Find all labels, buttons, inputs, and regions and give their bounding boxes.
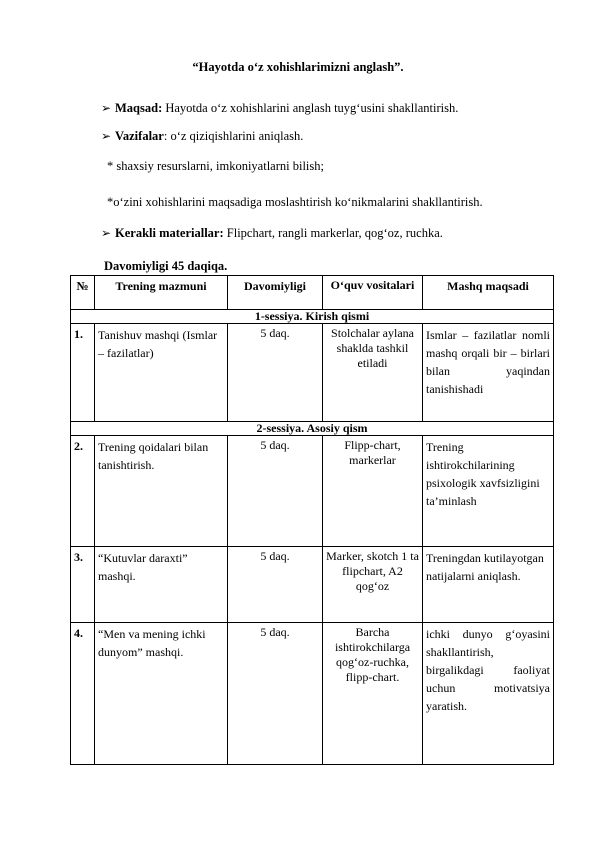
row-goal: Trening ishtirokchilarining psixologik xavfsizligini ta’minlash <box>423 436 554 547</box>
session-1-title: 1-sessiya. Kirish qismi <box>71 310 554 324</box>
session-row <box>71 422 554 436</box>
row-content: Trening qoidalari bilan tanishtirish. <box>95 436 228 547</box>
document-title: “Hayotda o‘z xohishlarimizni anglash”. <box>192 60 404 74</box>
row-goal: Ismlar – fazilatlar nomli mashq orqali bir – birlari bilan yaqindan tanishishadi <box>423 324 554 422</box>
task-item-1: * shaxsiy resurslarni, imkoniyatlarni bilish; <box>107 159 324 173</box>
header-tools: O‘quv vositalari <box>323 276 423 310</box>
row-number: 3. <box>71 547 95 623</box>
header-duration: Davomiyligi <box>228 276 323 310</box>
row-content: Tanishuv mashqi (Ismlar – fazilatlar) <box>95 324 228 422</box>
vazifalar-line <box>101 129 303 144</box>
row-number: 2. <box>71 436 95 547</box>
table-row <box>71 547 554 623</box>
row-duration: 5 daq. <box>228 324 323 422</box>
row-content: “Kutuvlar daraxti” mashqi. <box>95 547 228 623</box>
row-tools: Marker, skotch 1 ta flipchart, A2 qog‘oz <box>323 547 423 623</box>
row-duration: 5 daq. <box>228 436 323 547</box>
materiallar-line <box>101 226 443 241</box>
maqsad-text: Hayotda o‘z xohishlarini anglash tuyg‘usini shakllantirish. <box>162 101 459 115</box>
header-goal: Mashq maqsadi <box>423 276 554 310</box>
table-row <box>71 436 554 547</box>
row-duration: 5 daq. <box>228 623 323 765</box>
row-tools: Stolchalar aylana shaklda tashkil etiladi <box>323 324 423 422</box>
row-duration: 5 daq. <box>228 547 323 623</box>
header-content: Trening mazmuni <box>95 276 228 310</box>
arrow-bullet-icon: ➢ <box>101 101 112 115</box>
row-tools: Barcha ishtirokchilarga qog‘oz-ruchka, flipp-chart. <box>323 623 423 765</box>
row-number: 4. <box>71 623 95 765</box>
table-row <box>71 324 554 422</box>
materiallar-text: Flipchart, rangli markerlar, qog‘oz, ruchka. <box>223 226 443 240</box>
session-row <box>71 310 554 324</box>
vazifalar-label: Vazifalar <box>115 129 164 143</box>
row-number: 1. <box>71 324 95 422</box>
session-2-title: 2-sessiya. Asosiy qism <box>71 422 554 436</box>
arrow-bullet-icon: ➢ <box>101 129 112 143</box>
training-table <box>70 275 554 765</box>
maqsad-label: Maqsad: <box>115 101 163 115</box>
row-goal: Treningdan kutilayotgan natijalarni aniqlash. <box>423 547 554 623</box>
duration-heading: Davomiyligi 45 daqiqa. <box>104 259 228 273</box>
table-header-row <box>71 276 554 310</box>
arrow-bullet-icon: ➢ <box>101 226 112 240</box>
row-content: “Men va mening ichki dunyom” mashqi. <box>95 623 228 765</box>
row-goal: ichki dunyo g‘oyasini shakllantirish, birgalikdagi faoliyat uchun motivatsiya yaratish. <box>423 623 554 765</box>
vazifalar-text: : o‘z qiziqishlarini aniqlash. <box>163 129 304 143</box>
row-tools: Flipp-chart, markerlar <box>323 436 423 547</box>
table-row <box>71 623 554 765</box>
materiallar-label: Kerakli materiallar: <box>115 226 224 240</box>
header-number: № <box>71 276 95 310</box>
maqsad-line <box>101 101 458 116</box>
task-item-2: *o‘zini xohishlarini maqsadiga moslashtirish ko‘nikmalarini shakllantirish. <box>107 195 483 209</box>
